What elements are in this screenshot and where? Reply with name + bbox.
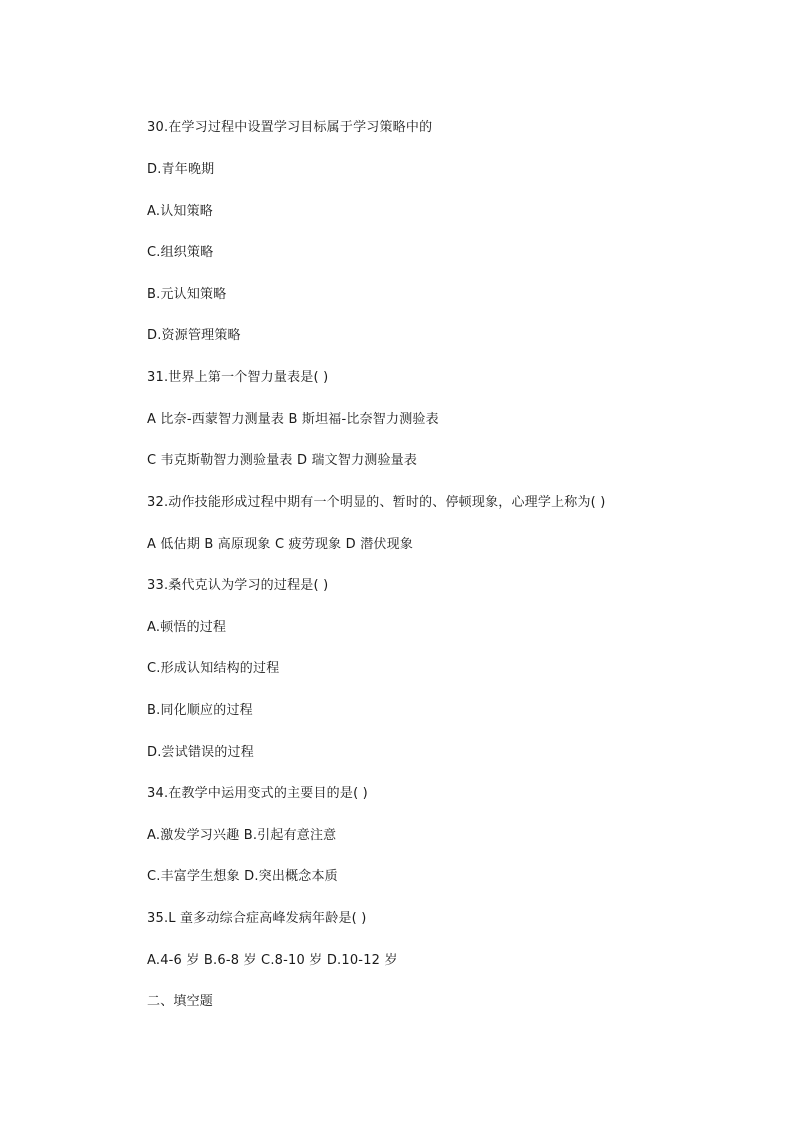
question-35-stem: 35.L 童多动综合症高峰发病年龄是( ) bbox=[147, 911, 367, 926]
question-31-options-ab: A 比奈-西蒙智力测量表 B 斯坦福-比奈智力测验表 bbox=[147, 412, 439, 427]
question-33-option-b: B.同化顺应的过程 bbox=[147, 703, 253, 718]
question-33-stem: 33.桑代克认为学习的过程是( ) bbox=[147, 578, 329, 593]
question-32-stem: 32.动作技能形成过程中期有一个明显的、暂时的、停顿现象，心理学上称为( ) bbox=[147, 495, 606, 510]
question-33-option-d: D.尝试错误的过程 bbox=[147, 745, 254, 760]
question-31-options-cd: C 韦克斯勒智力测验量表 D 瑞文智力测验量表 bbox=[147, 453, 418, 468]
question-34-options-cd: C.丰富学生想象 D.突出概念本质 bbox=[147, 869, 338, 884]
section-heading-fill-in-blank: 二、填空题 bbox=[147, 994, 214, 1009]
question-34-stem: 34.在教学中运用变式的主要目的是( ) bbox=[147, 786, 368, 801]
question-30-option-d: D.资源管理策略 bbox=[147, 328, 241, 343]
question-30-option-a: A.认知策略 bbox=[147, 204, 213, 219]
question-33-option-c: C.形成认知结构的过程 bbox=[147, 661, 280, 676]
question-33-option-a: A.顿悟的过程 bbox=[147, 620, 227, 635]
question-32-options: A 低估期 B 高原现象 C 疲劳现象 D 潜伏现象 bbox=[147, 537, 414, 552]
question-30-option-c: C.组织策略 bbox=[147, 245, 214, 260]
question-30-stem: 30.在学习过程中设置学习目标属于学习策略中的 bbox=[147, 120, 433, 135]
question-35-options: A.4-6 岁 B.6-8 岁 C.8-10 岁 D.10-12 岁 bbox=[147, 953, 398, 968]
question-34-options-ab: A.激发学习兴趣 B.引起有意注意 bbox=[147, 828, 337, 843]
question-30-option-b: B.元认知策略 bbox=[147, 287, 227, 302]
question-31-stem: 31.世界上第一个智力量表是( ) bbox=[147, 370, 329, 385]
question-30-option-d-stray: D.青年晚期 bbox=[147, 162, 215, 177]
